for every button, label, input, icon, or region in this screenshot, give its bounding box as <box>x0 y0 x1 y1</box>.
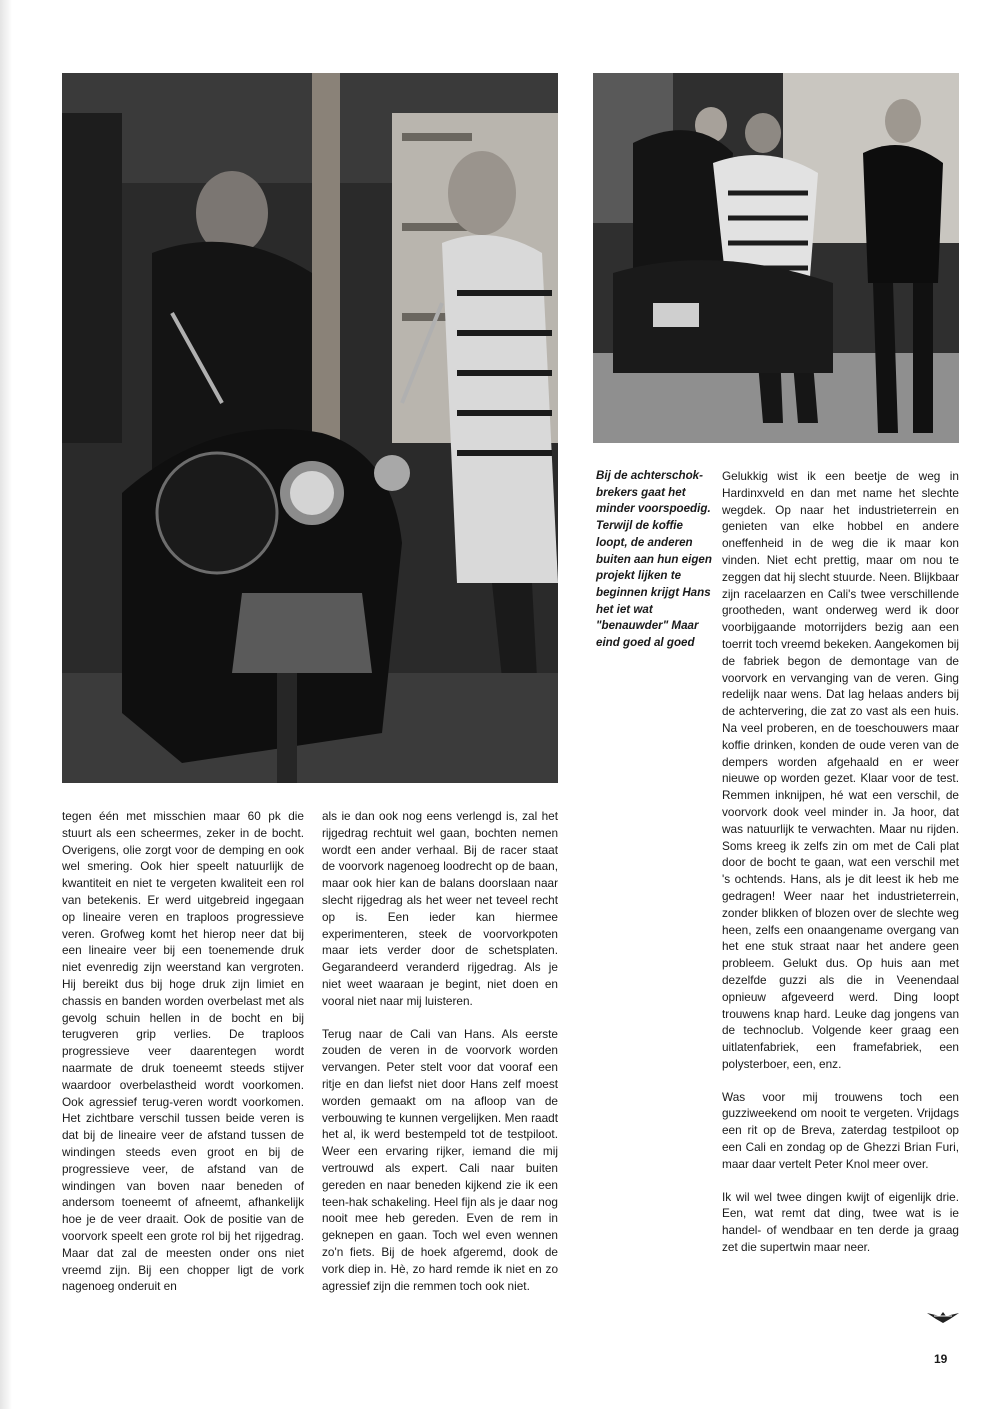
page-spine-shadow <box>0 0 12 1409</box>
article-paragraph: Gelukkig wist ik een beetje de weg in Hardinxveld en dan met name het slechte wegdek. Op naar het industrieterrein en genieten van elke hobbel en andere oneffenheid in de weg die ik maar kon vinden. Niet echt prettig, maar om nou te zeggen dat hij slecht stuurde. Neen. Blijkbaar zijn racelaarzen en Cali's twee verschillende grootheden, want onderweg werd ik door voorbijgaande motorrijders bezig aan een toerrit toch vreemd bekeken. Aangekomen bij de fabriek begon de demontage van de voorvork en vervanging van de veren. Ging redelijk naar wens. Dat lag helaas anders bij de achtervering, die zat zo vast als een huis. Na veel proberen, en de toeschouwers maar koffie drinken, konden de oude veren van de dempers worden afgehaald en er weer nieuwe op worden gezet. Klaar voor de test. Remmen inknijpen, hé wat een verschil, de voorvork dook veel minder in. Ja hoor, dat was natuurlijk te verwachten. Maar nu rijden. Soms kreeg ik zelfs zin om met de Cali plat door de bocht te gaan, wat een verschil met 's ochtends. Hans, als je dit leest ik heb me gedragen! Weer naar het industrieterrein, zonder blikken of blozen over de slechte weg heen, zelfs een onaangename overgang van het ene stuk straat naar het andere geen probleem. Gelukt dus. Op huis aan met dezelfde guzzi als die in Veenendaal opnieuw afgeveerd werd. Ding loopt trouwens knap hard. Leuke dag jongens van de technoclub. Volgende keer graag een uitlatenfabriek, een framefabriek, een polysterboer, een, enz. <box>722 469 959 1071</box>
article-paragraph: Terug naar de Cali van Hans. Als eerste zouden de veren in de voorvork worden vervangen. Peter stelt voor dat vooraf een ritje en dan liefst niet door Hans zelf moest worden gemaakt om na afloop van de verbouwing te kunnen vergelijken. Men raadt het al, ik werd bestempeld tot de testpiloot. Weer een ervaring rijker, iemand die mij vertrouwd als expert. Cali naar buiten gereden en naar beneden kijkend zie ik een teen-hak schakeling. Heel fijn als je daar nog nooit mee heb gereden. Even de rem in geknepen en gaan. Toch wel even wennen zo'n fiets. Bij de hoek afgeremd, dook de vork diep in. Hè, zo hard remde ik niet en zo agressief zijn die remmen toch ook niet. <box>322 1026 558 1293</box>
article-column-right <box>722 468 959 1256</box>
motorcycle-rear-photo <box>593 73 959 443</box>
photo-caption: Bij de achterschok-brekers gaat het minder voorspoedig. Terwijl de koffie loopt, de anderen buiten aan hun eigen projekt lijken te beginnen krijgt Hans het iet wat "benauwder" Maar eind goed al goed <box>596 469 712 650</box>
article-paragraph: tegen één met misschien maar 60 pk die stuurt als een scheermes, zeker in de bocht. Overigens, olie zorgt voor de demping en ook wel smering. Ook hier speelt natuurlijk de kwantiteit en niet te vergeten kwaliteit een rol van betekenis. Er werd uitgebreid ingegaan op lineaire veren en traploos progressieve veren. Grofweg komt het hierop neer dat bij een lineaire veer bij een toenemende druk niet evenredig zijn weerstand kan vergroten. Hij bereikt dus bij hoge druk zijn limiet en chassis en banden worden overbelast met als gevolg schuin hellen in de bocht en bij terugveren grip verlies. De traploos progressieve veer daarentegen wordt naarmate de druk toeneemt steeds stijver waardoor overbelastheid wordt voorkomen. Ook agressief terug-veren wordt voorkomen. Het zichtbare verschil tussen beide veren is dat bij de lineaire veer de afstand tussen de windingen steeds even groot en bij de progressieve veer, de afstand van de windingen van boven naar beneden of andersom toeneemt of afneemt, afhankelijk hoe je de veer draait. Ook de positie van de voorvork speelt een grote rol bij het rijgedrag. Maar dat zal de meesten onder ons niet vreemd zijn. Bij een chopper ligt de vork nagenoeg onderuit en <box>62 809 304 1294</box>
workshop-photo-graphic <box>62 73 558 783</box>
article-paragraph: Ik wil wel twee dingen kwijt of eigenlijk drie. Een, wat remt dat ding, twee wat is ie handel- of wendbaar en ten derde ja graag zet die supertwin maar neer. <box>722 1189 959 1255</box>
article-paragraph: Was voor mij trouwens toch een guzziweekend om nooit te vergeten. Vrijdags een rit op de Breva, zaterdag testpiloot op een Cali en zondag op de Ghezzi Brian Furi, maar daar vertelt Peter Knol meer over. <box>722 1089 959 1171</box>
article-column-left <box>62 808 304 1295</box>
article-paragraph: als ie dan ook nog eens verlengd is, zal het rijgedrag rechtuit wel gaan, bochten nemen wordt een ander verhaal. Bij de racer staat de voorvork nagenoeg loodrecht op de baan, maar ook hier kan de balans doorslaan naar slecht rijgedrag als het weer net teveel recht op is. Een ieder kan hiermee experimenteren, steek de voorvorkpoten maar iets verder door de schetsplaten. Gegarandeerd veranderd rijgedrag. Als je niet weet waaraan je begint, niet doen en vooral niet naar mij luisteren. <box>322 809 558 1008</box>
motorcycle-rear-photo-graphic <box>593 73 959 443</box>
article-column-middle <box>322 808 558 1294</box>
workshop-photo <box>62 73 558 783</box>
eagle-emblem-icon <box>926 1310 960 1324</box>
page-number: 19 <box>934 1352 948 1366</box>
